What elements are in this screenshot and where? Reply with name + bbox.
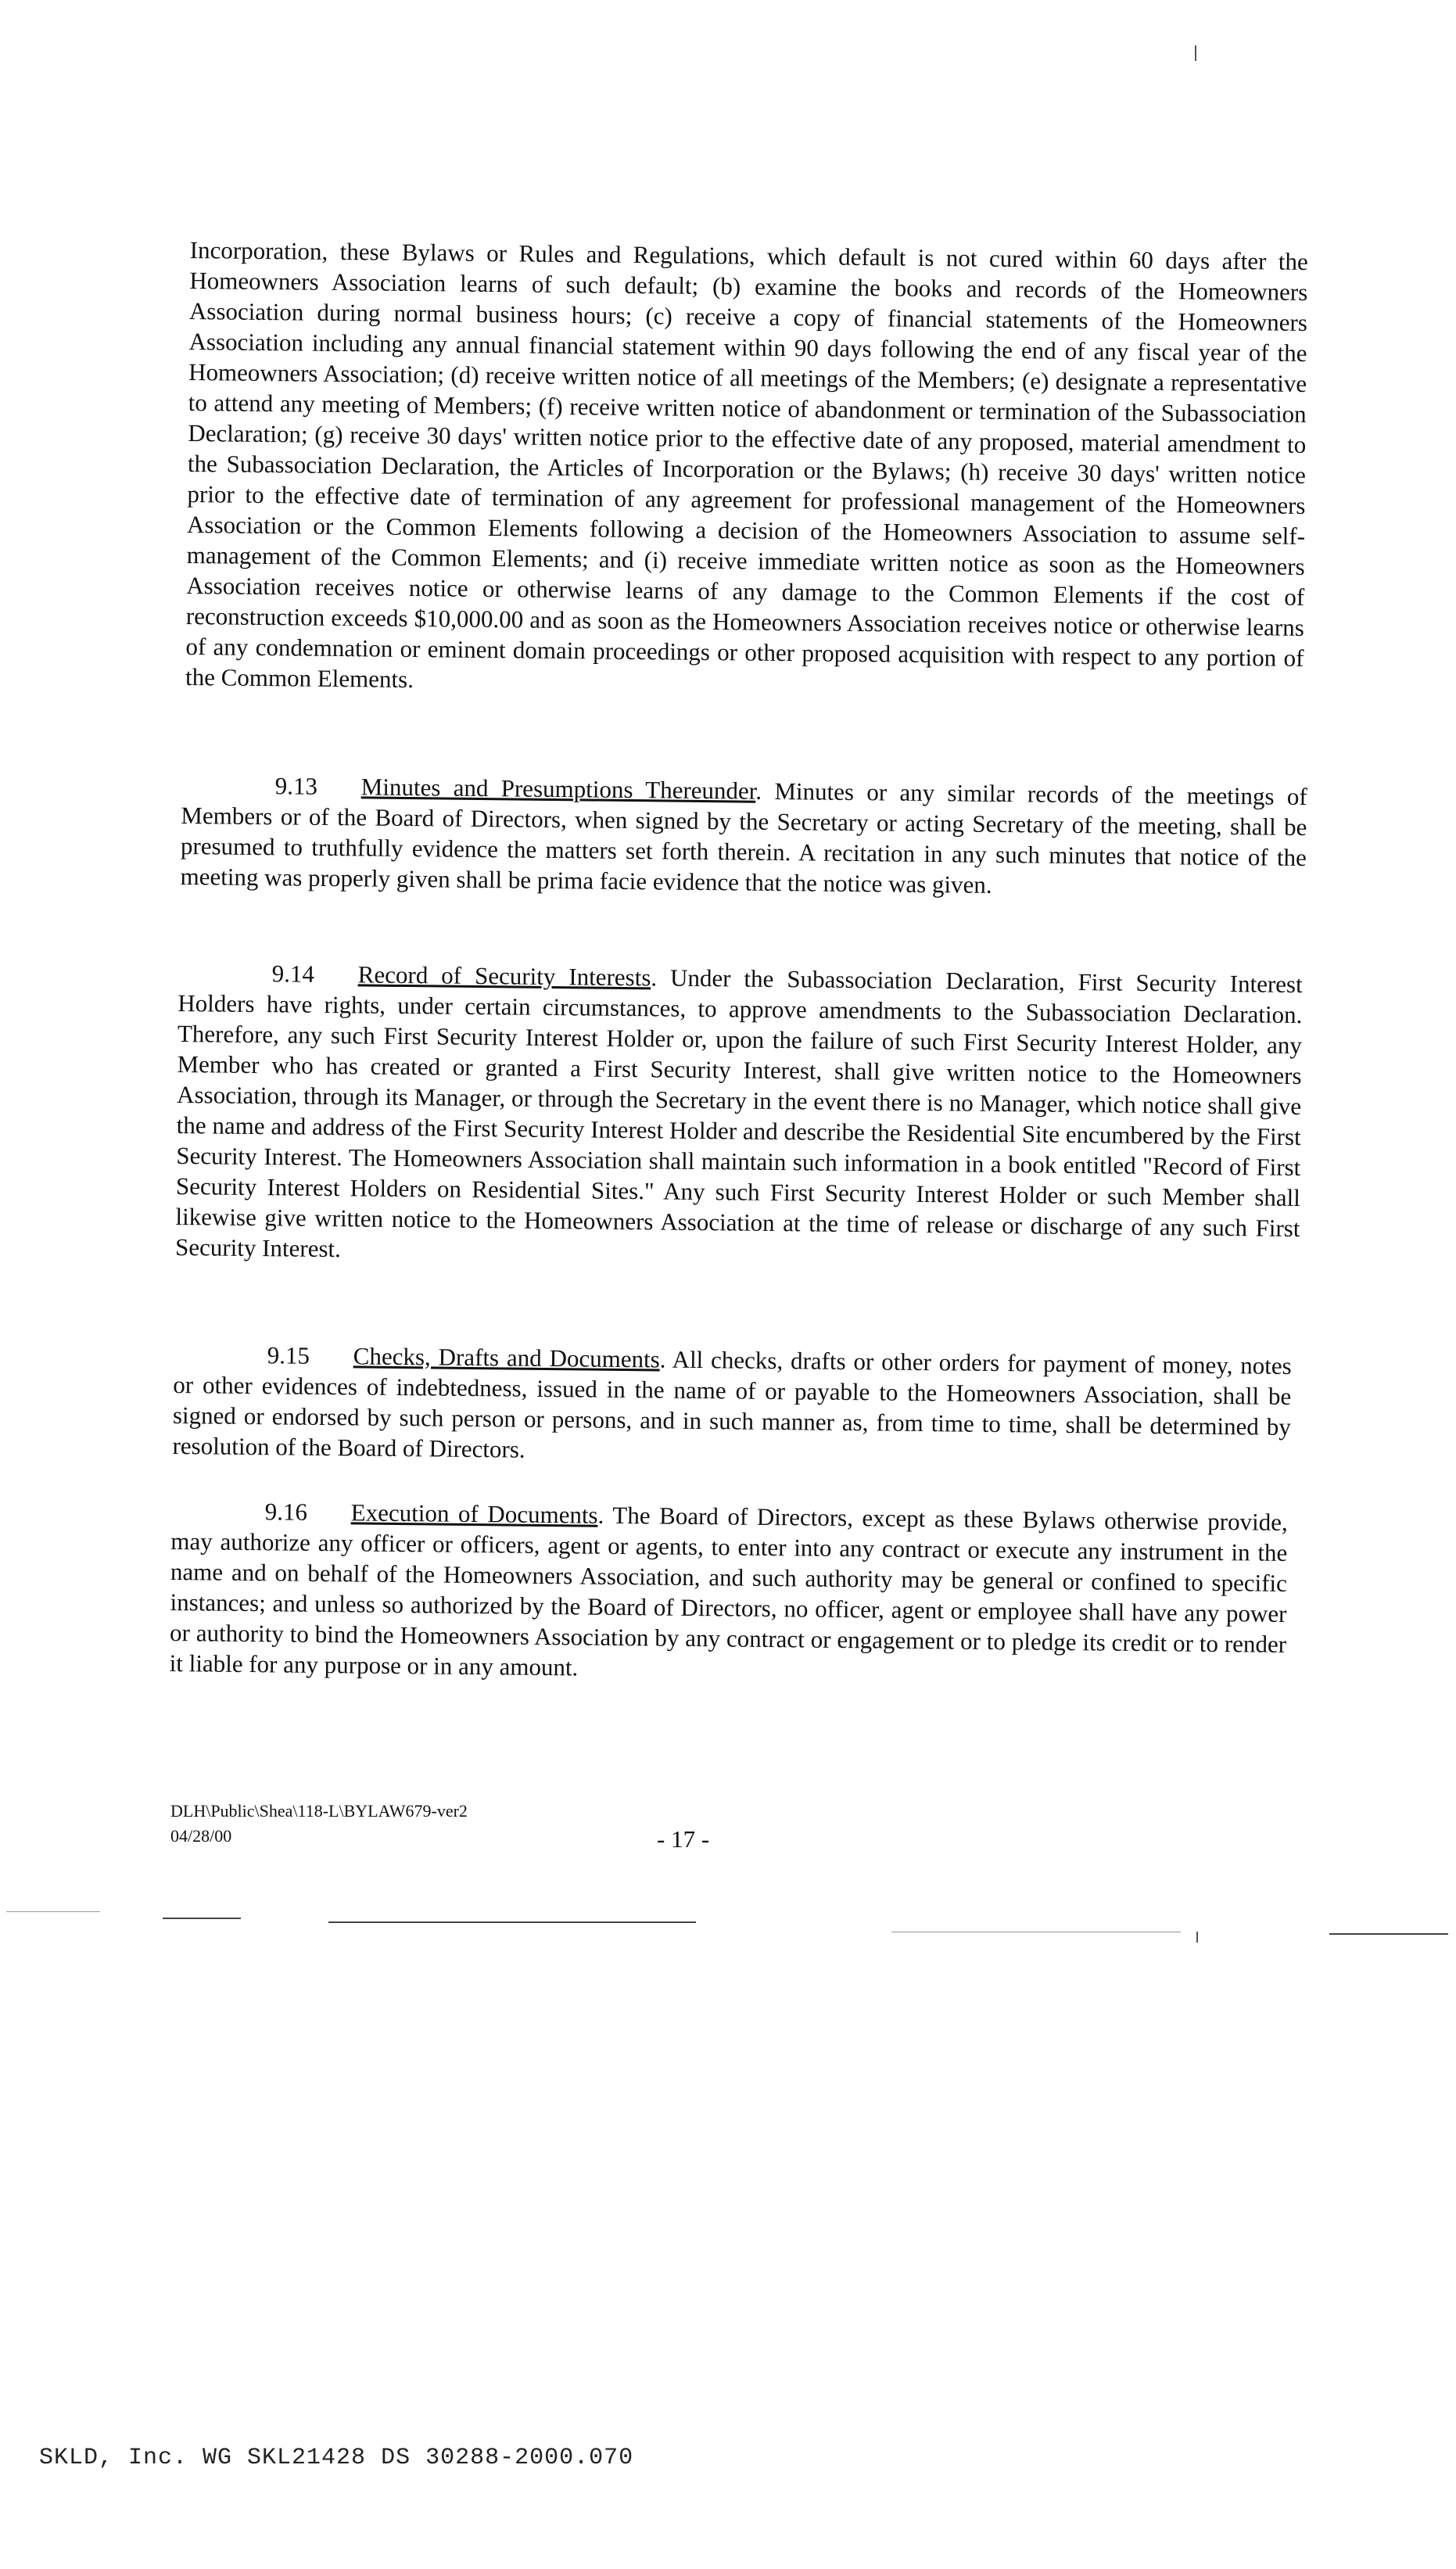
section-9-16: [170, 1495, 1288, 1690]
footer-file-path: DLH\Public\Shea\118-L\BYLAW679-ver2: [170, 1801, 468, 1821]
continuation-paragraph: Incorporation, these Bylaws or Rules and Regulations, which default is not cured within 60 days after the Homeowners Association learns of such default; (b) examine the books and records of the Homeowners Association during normal business hours; (c) receive a copy of financial statements of the Homeowners Association including any annual financial statement within 90 days following the end of any fiscal year of the Homeowners Association; (d) receive written notice of all meetings of the Members; (e) designate a representative to attend any meeting of Members; (f) receive written notice of abandonment or termination of the Subassociation Declaration; (g) receive 30 days' written notice prior to the effective date of any proposed, material amendment to the Subassociation Declaration, the Articles of Incorporation or the Bylaws; (h) receive 30 days' written notice prior to the effective date of termination of any agreement for professional management of the Homeowners Association or the Common Elements following a decision of the Homeowners Association to assume self-management of the Common Elements; and (i) receive immediate written notice as soon as the Homeowners Association receives notice or otherwise learns of any damage to the Common Elements if the cost of reconstruction exceeds $10,000.00 and as soon as the Homeowners Association receives notice or otherwise learns of any condemnation or eminent domain proceedings or other proposed acquisition with respect to any portion of the Common Elements.: [185, 235, 1308, 694]
filing-stamp: SKLD, Inc. WG SKL21428 DS 30288-2000.070: [39, 2445, 634, 2471]
section-body: . All checks, drafts or other orders for payment of money, notes or other evidences of indebtedness, issued in the name of or payable to the Homeowners Association, shall be signed or endorsed by such person or persons, and in such manner as, from time to time, shall be determined by resolution of the Board of Directors.: [172, 1345, 1292, 1463]
scan-edge-line: [6, 1911, 100, 1912]
section-heading: Execution of Documents: [350, 1498, 598, 1529]
footer-date: 04/28/00: [170, 1826, 232, 1846]
footer-file-info: [170, 1799, 468, 1849]
scan-edge-line: [328, 1921, 696, 1923]
section-number: 9.15: [267, 1341, 310, 1369]
section-9-15: [172, 1339, 1292, 1473]
page-number: - 17 -: [657, 1825, 710, 1853]
scan-edge-line: [163, 1918, 241, 1919]
section-heading: Minutes and Presumptions Thereunder: [360, 773, 756, 805]
section-body: . Minutes or any similar records of the meetings of Members or of the Board of Directors, when signed by the Secretary or acting Secretary of the meeting, shall be presumed to truthfully evidence the matters set forth therein. A recitation in any such minutes that notice of the meeting was properly given shall be prima facie evidence that the notice was given.: [180, 777, 1307, 899]
section-9-13: [180, 770, 1307, 903]
section-body: . Under the Subassociation Declaration, First Security Interest Holders have rights, under certain circumstances, to approve amendments to the Subassociation Declaration. Therefore, any such First Security Interest Holder or, upon the failure of such First Security Interest Holder, any Member who has created or granted a First Security Interest, shall give written notice to the Homeowners Association, through its Manager, or through the Secretary in the event there is no Manager, which notice shall give the name and address of the First Security Interest Holder and describe the Residential Site encumbered by the First Security Interest. The Homeowners Association shall maintain such information in a book entitled "Record of First Security Interest Holders on Residential Sites." Any such First Security Interest Holder or such Member shall likewise give written notice to the Homeowners Association at the time of release or discharge of any such First Security Interest.: [174, 963, 1303, 1263]
section-body: . The Board of Directors, except as these Bylaws otherwise provide, may authorize any officer or officers, agent or agents, to enter into any contract or execute any instrument in the name and on behalf of the Homeowners Association, and such authority may be general or confined to specific instances; and unless so authorized by the Board of Directors, no officer, agent or employee shall have any power or authority to bind the Homeowners Association by any contract or engagement or to pledge its credit or to render it liable for any purpose or in any amount.: [169, 1501, 1288, 1681]
section-number: 9.13: [274, 772, 318, 800]
scan-edge-line: [1329, 1933, 1448, 1935]
section-heading: Record of Security Interests: [357, 960, 651, 992]
scan-mark-top: [1195, 45, 1196, 61]
section-number: 9.16: [264, 1498, 308, 1526]
scan-mark-bottom: [1196, 1932, 1198, 1943]
section-heading: Checks, Drafts and Documents: [353, 1342, 660, 1373]
section-9-14: [175, 957, 1303, 1274]
section-number: 9.14: [271, 960, 315, 988]
